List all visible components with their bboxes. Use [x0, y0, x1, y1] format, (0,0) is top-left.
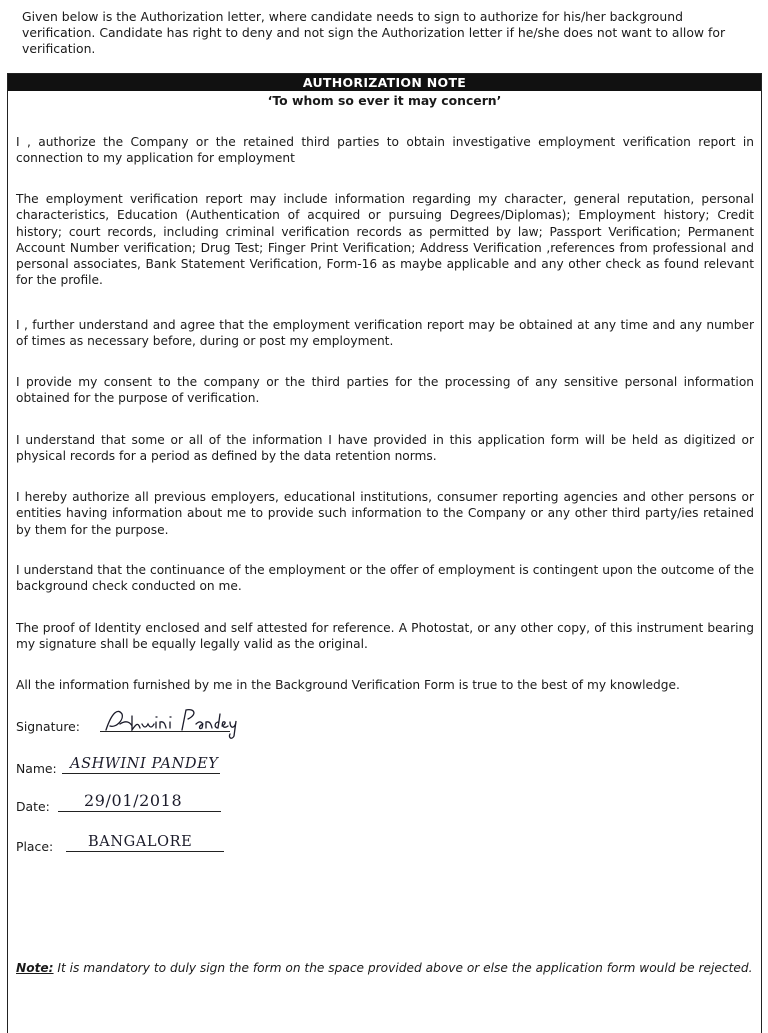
name-label: Name: — [16, 761, 57, 776]
name-value: ASHWINI PANDEY — [70, 756, 219, 772]
salutation: ‘To whom so ever it may concern’ — [267, 93, 502, 108]
signature-image — [102, 702, 242, 742]
mandatory-note — [16, 960, 756, 976]
intro-text: Given below is the Authorization letter, where candidate needs to sign to authorize for his/her background verification. Candidate has right to deny and not sign the Authorization letter if he/she does not want to allow for verification. — [22, 9, 726, 56]
date-label: Date: — [16, 799, 50, 814]
date-value: 29/01/2018 — [84, 791, 183, 810]
date-line — [58, 811, 221, 812]
signature-row — [16, 706, 256, 736]
place-line — [66, 851, 224, 852]
place-row — [16, 826, 256, 856]
paragraph-authorize: I , authorize the Company or the retained third parties to obtain investigative employment verification report in connection to my application for employment — [16, 135, 754, 166]
authorization-title: AUTHORIZATION NOTE — [8, 74, 761, 91]
place-value: BANGALORE — [88, 834, 193, 850]
paragraph-previous-employers: I hereby authorize all previous employers, educational institutions, consumer reporting agencies and other persons or entities having information about me to provide such information to the Company or any other third party/ies retained by them for the purpose. — [16, 490, 754, 537]
note-text: It is mandatory to duly sign the form on the space provided above or else the application form would be rejected. — [53, 961, 753, 975]
paragraph-consent: I provide my consent to the company or the third parties for the processing of any sensitive personal information obtained for the purpose of verification. — [16, 375, 754, 406]
paragraph-records: I understand that some or all of the information I have provided in this application form will be held as digitized or physical records for a period as defined by the data retention norms. — [16, 433, 754, 464]
paragraph-report-scope: The employment verification report may include information regarding my character, general reputation, personal characteristics, Education (Authentication of acquired or pursuing Degrees/Diplomas); Employment history; Credit history; court records, including criminal verification records as permitted by law; Passport Verification; Permanent Account Number verification; Drug Test; Finger Print Verification; Address Verification ,references from professional and personal associates, Bank Statement Verification, Form-16 as maybe applicable and any other check as found relevant for the profile. — [16, 192, 754, 288]
place-label: Place: — [16, 839, 54, 854]
paragraph-agreement: I , further understand and agree that the employment verification report may be obtained at any time and any number of times as necessary before, during or post my employment. — [16, 318, 754, 349]
date-row — [16, 786, 256, 816]
note-label: Note: — [16, 961, 54, 975]
authorization-form — [7, 73, 762, 1033]
signature-label: Signature: — [16, 719, 80, 734]
paragraph-declaration: All the information furnished by me in the Background Verification Form is true to the best of my knowledge. — [16, 678, 680, 692]
paragraph-continuance: I understand that the continuance of the employment or the offer of employment is contingent upon the outcome of the background check conducted on me. — [16, 563, 754, 594]
name-row — [16, 748, 256, 778]
name-line — [62, 773, 220, 774]
paragraph-identity-proof: The proof of Identity enclosed and self attested for reference. A Photostat, or any other copy, of this instrument bearing my signature shall be equally legally valid as the original. — [16, 621, 754, 652]
